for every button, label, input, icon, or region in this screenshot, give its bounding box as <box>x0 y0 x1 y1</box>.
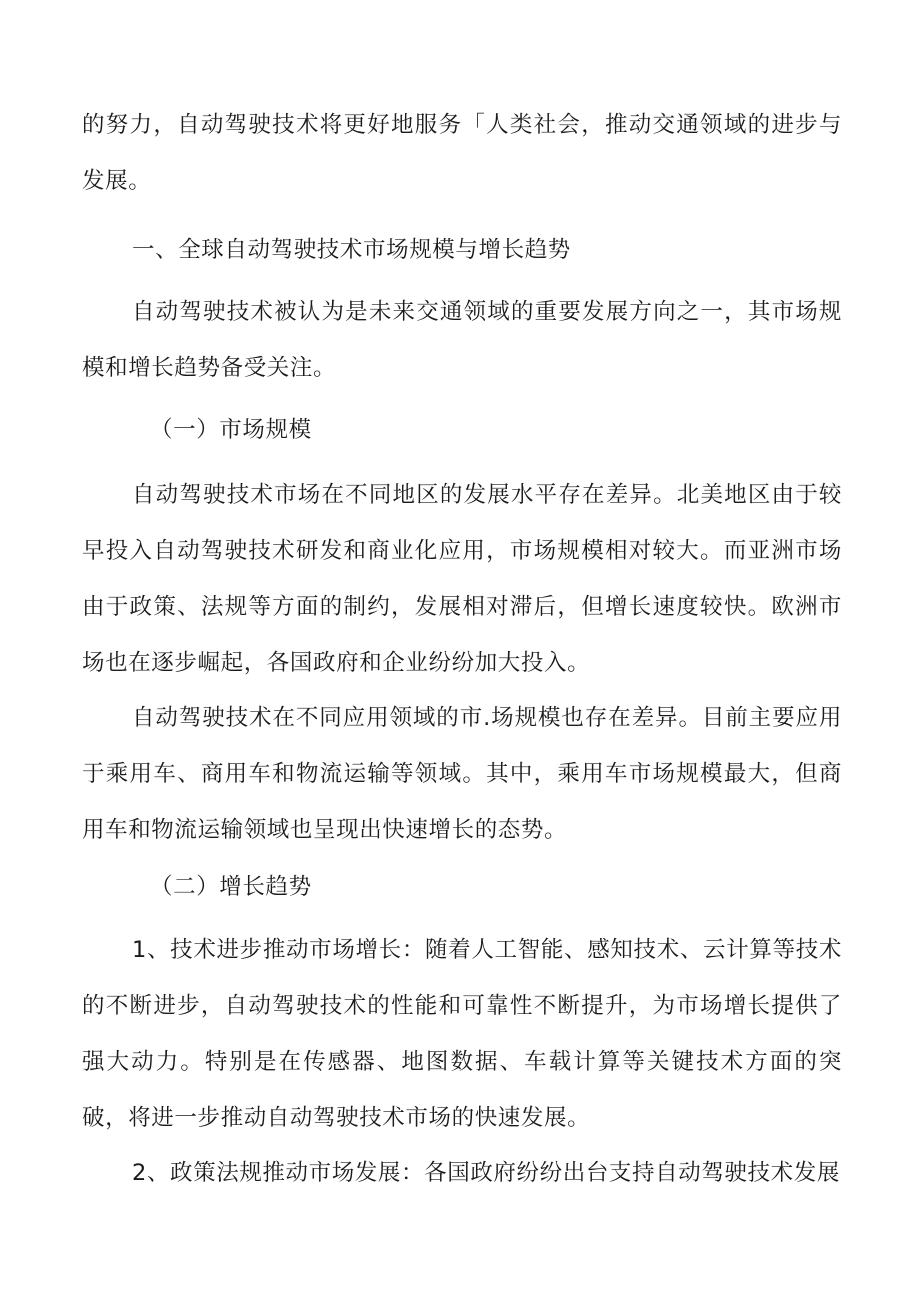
subsection-growth-trend-heading: （二）增长趋势 <box>150 874 312 900</box>
market-regions-paragraph: 自动驾驶技术市场在不同地区的发展水平存在差异。北美地区由于较早投入自动驾驶技术研发和商业化应用，市场规模相对较大。而亚洲市场由于政策、法规等方面的制约，发展相对滞后，但增长速度较快。欧洲市场也在逐步崛起，各国政府和企业纷纷加大投入。 <box>82 482 842 676</box>
trend-2-paragraph: 2、政策法规推动市场发展：各国政府纷纷出台支持自动驾驶技术发展 <box>132 1160 840 1186</box>
intro-continuation-paragraph: 的努力，自动驾驶技术将更好地服务「人类社会，推动交通领域的进步与发展。 <box>82 112 842 194</box>
trend-1-paragraph: 1、技术进步推动市场增长：随着人工智能、感知技术、云计算等技术的不断进步，自动驾驶技术的性能和可靠性不断提升，为市场增长提供了强大动力。特别是在传感器、地图数据、车载计算等关键技术方面的突破，将进一步推动自动驾驶技术市场的快速发展。 <box>82 937 842 1131</box>
subsection-market-size-heading: （一）市场规模 <box>150 417 312 443</box>
market-applications-paragraph: 自动驾驶技术在不同应用领域的市.场规模也存在差异。目前主要应用于乘用车、商用车和物流运输等领域。其中，乘用车市场规模最大，但商用车和物流运输领域也呈现出快速增长的态势。 <box>82 705 842 843</box>
section-1-intro-paragraph: 自动驾驶技术被认为是未来交通领域的重要发展方向之一，其市场规模和增长趋势备受关注。 <box>82 299 842 381</box>
section-1-heading: 一、全球自动驾驶技术市场规模与增长趋势 <box>132 237 571 263</box>
